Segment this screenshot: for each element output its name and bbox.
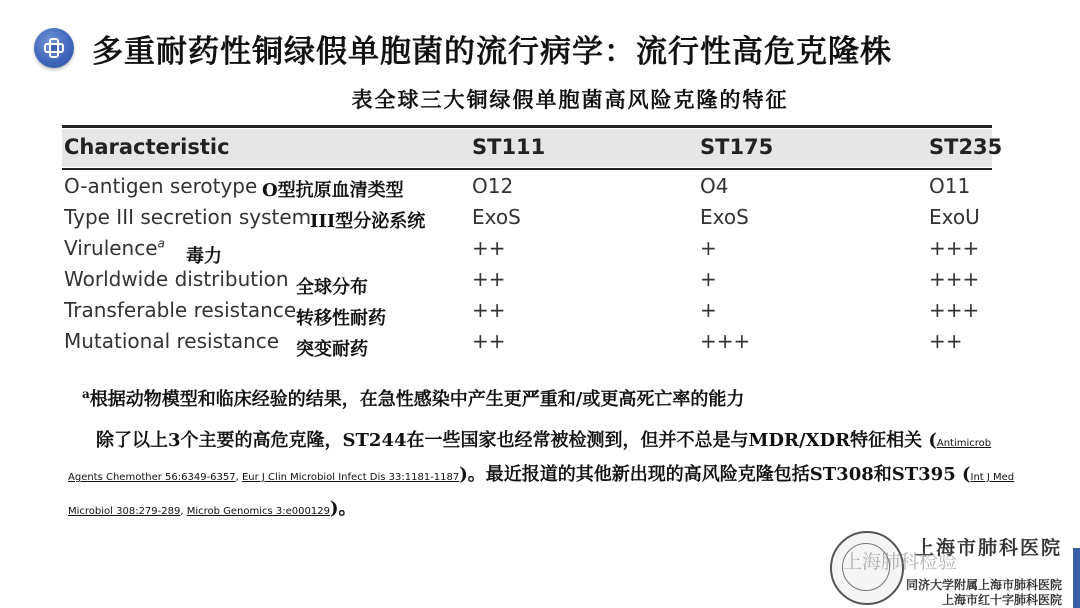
cell-st175: ExoS <box>700 205 749 229</box>
cell-st235: O11 <box>929 174 971 198</box>
watermark: 上海肺科检验 <box>843 551 958 573</box>
paragraph-text: )。 <box>329 498 357 519</box>
row-label-zh: III型分泌系统 <box>310 211 426 232</box>
header-st235: ST235 <box>929 135 1003 159</box>
footnote-marker: a <box>157 236 165 251</box>
row-label: O-antigen serotype <box>64 174 258 198</box>
cell-st111: ++ <box>472 236 506 260</box>
row-label-zh: O型抗原血清类型 <box>262 180 404 201</box>
header-characteristic: Characteristic <box>64 135 230 159</box>
table-row <box>62 205 992 236</box>
cell-st235: ExoU <box>929 205 980 229</box>
cell-st111: ++ <box>472 329 506 353</box>
hospital-name-alt2: 上海市红十字肺科医院 <box>941 593 1062 607</box>
row-label-zh: 全球分布 <box>296 277 368 298</box>
hospital-name-alt: 同济大学附属上海市肺科医院 <box>905 578 1062 592</box>
cell-st111: ++ <box>472 267 506 291</box>
row-label-zh: 突变耐药 <box>296 339 368 360</box>
row-label: Mutational resistance <box>64 329 280 353</box>
row-label: Virulence$^a$ <box>64 236 165 260</box>
cell-st111: O12 <box>472 174 514 198</box>
row-label: Transferable resistance <box>64 298 297 322</box>
table-footnote <box>82 385 744 411</box>
plus-circle-icon <box>34 28 74 68</box>
table-row <box>62 236 992 267</box>
cell-st235: +++ <box>929 298 980 322</box>
cell-st235: +++ <box>929 267 980 291</box>
citation-link[interactable]: Int J Med Microbiol 308:279-289 <box>68 472 1015 517</box>
footnote-text: 根据动物模型和临床经验的结果，在急性感染中产生更严重和/或更高死亡率的能力 <box>89 389 745 410</box>
citation-link[interactable]: Antimicrob Agents Chemother 56:6349-6357 <box>68 438 992 483</box>
row-label: Type III secretion system <box>64 205 312 229</box>
table-row <box>62 298 992 329</box>
cell-st235: +++ <box>929 236 980 260</box>
table-header-rule <box>62 168 992 170</box>
table-top-rule <box>62 125 992 128</box>
cell-st175: + <box>700 267 717 291</box>
hospital-name: 上海市肺科医院 <box>914 537 1062 559</box>
characteristics-table <box>62 122 1003 362</box>
body-paragraph <box>68 425 1018 527</box>
table-row <box>62 174 992 205</box>
citation-separator: , <box>235 472 242 483</box>
header-st175: ST175 <box>700 135 774 159</box>
page-title: 多重耐药性铜绿假单胞菌的流行病学：流行性高危克隆株 <box>92 34 892 70</box>
row-label-zh: 转移性耐药 <box>296 308 386 329</box>
row-label-zh: 毒力 <box>186 246 222 267</box>
citation-link[interactable]: Microb Genomics 3:e000129 <box>186 506 330 517</box>
paragraph-text: )。最近报道的其他新出现的高风险克隆包括ST308和ST395 ( <box>459 464 971 485</box>
citation-link[interactable]: Eur J Clin Microbiol Infect Dis 33:1181-1187 <box>241 472 460 483</box>
cell-st235: ++ <box>929 329 963 353</box>
cell-st175: + <box>700 236 717 260</box>
table-row <box>62 267 992 298</box>
footnote-marker: a <box>82 387 90 401</box>
header-st111: ST111 <box>472 135 546 159</box>
row-label: Worldwide distribution <box>64 267 289 291</box>
cell-st111: ++ <box>472 298 506 322</box>
table-caption: 表全球三大铜绿假单胞菌高风险克隆的特征 <box>351 87 789 112</box>
cell-st175: +++ <box>700 329 751 353</box>
corner-accent-bar <box>1073 548 1080 608</box>
paragraph-text: 除了以上3个主要的高危克隆，ST244在一些国家也经常被检测到，但并不总是与MDR/XDR特征相关 ( <box>96 430 937 451</box>
cell-st111: ExoS <box>472 205 521 229</box>
citation-separator: , <box>180 506 187 517</box>
cell-st175: O4 <box>700 174 729 198</box>
cell-st175: + <box>700 298 717 322</box>
table-row <box>62 329 992 360</box>
